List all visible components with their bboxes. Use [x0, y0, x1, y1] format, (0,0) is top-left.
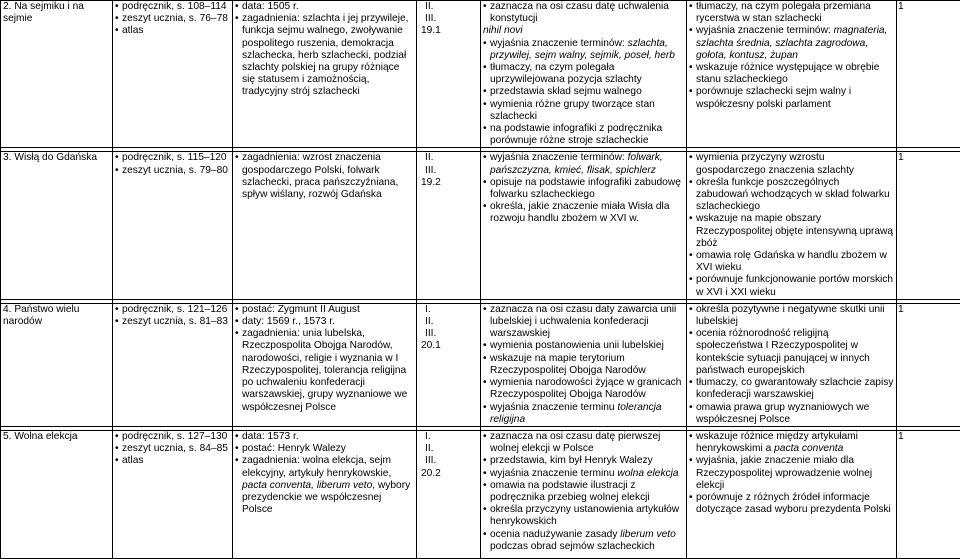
extended-list	[689, 1, 894, 111]
basic-item	[483, 529, 684, 553]
basic-item	[483, 152, 684, 176]
basic-item	[483, 340, 684, 352]
item-text: podczas obrad sejmów szlacheckich	[490, 541, 655, 552]
content-item	[235, 1, 414, 13]
extended-requirements-cell	[687, 1, 897, 148]
item-text: wyjaśnia znaczenie terminów:	[490, 152, 628, 163]
item-text: omawia prawa grup wyznaniowych we współczesnej Polsce	[696, 402, 869, 425]
basic-item	[483, 468, 684, 480]
level-code: III.	[419, 165, 478, 177]
item-text: 1573 r.	[265, 431, 299, 442]
content-item	[235, 431, 414, 443]
basic-requirements-cell	[481, 430, 687, 558]
item-text: określa funkcje poszczególnych zabudowań wchodzących w skład folwarku szlacheckiego	[696, 177, 890, 212]
basic-list	[483, 304, 684, 426]
item-heading: data:	[242, 1, 265, 12]
hours-cell: 1	[897, 430, 960, 558]
item-text: 1505 r.	[265, 1, 299, 12]
basic-item	[483, 86, 684, 98]
basic-item	[483, 304, 684, 341]
content-list	[235, 1, 414, 99]
item-text: , wybory prezydenckie we współczesnej Polsce	[242, 480, 410, 515]
item-text: wymienia różne grupy tworzące stan szlachecki	[490, 99, 655, 122]
level-code: 20.1	[419, 340, 478, 352]
item-heading: zagadnienia:	[242, 13, 300, 24]
item-text: tłumaczy, na czym polegała uprzywilejowana pozycja szlachty	[490, 62, 642, 85]
extended-item	[689, 492, 894, 516]
basic-item	[483, 62, 684, 86]
topic-cell: 4. Państwo wielu narodów	[1, 303, 113, 426]
hours-cell: 1	[897, 303, 960, 426]
basic-list	[483, 431, 684, 553]
basic-item	[483, 402, 684, 426]
item-text: wymienia postanowienia unii lubelskiej	[490, 340, 664, 351]
item-heading: postać:	[242, 304, 275, 315]
materials-cell	[113, 430, 233, 558]
extended-list	[689, 304, 894, 426]
extended-requirements-cell	[687, 430, 897, 558]
basic-item	[483, 201, 684, 225]
item-text: Zygmunt II August	[275, 304, 360, 315]
material-list	[115, 431, 230, 468]
level-code: II.	[419, 152, 478, 164]
material-list	[115, 304, 230, 328]
material-item	[115, 1, 230, 13]
item-text: omawia na podstawie ilustracji z podręcznika przebieg wolnej elekcji	[490, 480, 650, 503]
item-term: folwark, pańszczyzna, kmieć, flisak, spichlerz	[490, 152, 663, 175]
basic-requirements-cell	[481, 1, 687, 148]
extended-item	[689, 455, 894, 492]
basic-item	[483, 25, 684, 37]
item-text: zaznacza na osi czasu daty zawarcia unii lubelskiej i uchwalenia konfederacji warszawskiej	[490, 304, 676, 339]
item-text: zeszyt ucznia, s. 81–83	[122, 316, 228, 327]
extended-item	[689, 377, 894, 401]
item-text: zeszyt ucznia, s. 76–78	[122, 13, 228, 24]
item-heading: zagadnienia:	[242, 152, 300, 163]
levels-cell	[417, 152, 481, 299]
item-text: omawia rolę Gdańska w handlu zbożem w XVI wieku	[696, 250, 887, 273]
item-heading: zagadnienia:	[242, 328, 300, 339]
material-item	[115, 13, 230, 25]
item-text: wzrost znaczenia gospodarczego Polski, folwark szlachecki, praca pańszczyźniana, spływ wiślany, rozwój Gdańska	[242, 152, 398, 200]
content-list	[235, 152, 414, 201]
level-code: III.	[419, 455, 478, 467]
material-item	[115, 443, 230, 455]
basic-item	[483, 480, 684, 504]
levels-cell	[417, 303, 481, 426]
basic-item	[483, 38, 684, 62]
extended-list	[689, 431, 894, 516]
extended-item	[689, 177, 894, 214]
basic-item	[483, 353, 684, 377]
content-item	[235, 152, 414, 201]
item-text: wskazuje różnice między artykułami henrykowskimi a	[696, 431, 858, 454]
item-text: podręcznik, s. 108–114	[122, 1, 227, 12]
materials-cell	[113, 303, 233, 426]
extended-item	[689, 402, 894, 426]
materials-cell	[113, 152, 233, 299]
item-text: unia lubelska, Rzeczpospolita Obojga Narodów, narodowości, religie i wyznania w I Rzeczypospolitej, tolerancja religijna po uchwaleniu konfederacji warszawskiej, grupy wyznaniowe we współczesnej Polsce	[242, 328, 407, 412]
table-row	[1, 152, 960, 299]
basic-list	[483, 152, 684, 225]
item-text: podręcznik, s. 127–130	[122, 431, 227, 442]
item-text: podręcznik, s. 121–126	[122, 304, 227, 315]
extended-item	[689, 274, 894, 298]
material-list	[115, 152, 230, 176]
content-cell	[233, 152, 417, 299]
levels-cell	[417, 430, 481, 558]
item-text: tłumaczy, na czym polegała przemiana rycerstwa w stan szlachecki	[696, 1, 871, 24]
material-item	[115, 152, 230, 164]
content-list	[235, 304, 414, 414]
content-item	[235, 443, 414, 455]
item-heading: data:	[242, 431, 265, 442]
hours-cell: 1	[897, 152, 960, 299]
extended-item	[689, 213, 894, 250]
item-text: porównuje funkcjonowanie portów morskich w XVI i XXI wieku	[696, 274, 893, 297]
extended-item	[689, 152, 894, 176]
item-text: atlas	[122, 25, 144, 36]
level-code: III.	[419, 328, 478, 340]
item-text: zeszyt ucznia, s. 84–85	[122, 443, 228, 454]
item-text: określa pozytywne i negatywne skutki unii lubelskiej	[696, 304, 885, 327]
extended-list	[689, 152, 894, 298]
level-code: 20.2	[419, 468, 478, 480]
table-row	[1, 1, 960, 148]
basic-item	[483, 177, 684, 201]
item-term: magnateria, szlachta średnia, szlachta zagrodowa, gołota, kontusz, żupan	[696, 25, 887, 60]
basic-item	[483, 377, 684, 401]
item-text: wymienia narodowości żyjące w granicach Rzeczypospolitej Obojga Narodów	[490, 377, 681, 400]
item-text: zaznacza na osi czasu datę uchwalenia konstytucji	[490, 1, 669, 24]
item-text: przedstawia, kim był Henryk Walezy	[490, 455, 653, 466]
content-item	[235, 316, 414, 328]
table-row	[1, 430, 960, 558]
item-term: nihil novi	[483, 25, 523, 36]
item-text: atlas	[122, 455, 144, 466]
materials-cell	[113, 1, 233, 148]
item-text: wskazuje na mapie terytorium Rzeczypospolitej Obojga Narodów	[490, 353, 646, 376]
level-code: III.	[419, 13, 478, 25]
item-text: wolna elekcja, sejm elekcyjny, artykuły henrykowskie,	[242, 455, 391, 478]
extended-item	[689, 62, 894, 86]
extended-item	[689, 304, 894, 328]
topic-cell: 3. Wisłą do Gdańska	[1, 152, 113, 299]
extended-item	[689, 25, 894, 62]
item-text: ocenia różnorodność religijną społeczeństwa I Rzeczypospolitej w kontekście sytuacji panującej w innych państwach europejskich	[696, 328, 870, 376]
content-item	[235, 455, 414, 516]
basic-requirements-cell	[481, 303, 687, 426]
content-item	[235, 13, 414, 98]
item-text: na podstawie infografiki z podręcznika porównuje różne stroje szlacheckie	[490, 123, 662, 146]
item-text: zaznacza na osi czasu datę pierwszej wolnej elekcji w Polsce	[490, 431, 660, 454]
extended-item	[689, 431, 894, 455]
level-code: II.	[419, 1, 478, 13]
material-list	[115, 1, 230, 38]
item-text: szlachta i jej przywileje, funkcja sejmu walnego, zwoływanie pospolitego ruszenia, demokracja szlachecka, herb szlachecki, podział szlachty polskiej na grupy różniące się statusem i zamożnością, tradycyjny strój szlachecki	[242, 13, 409, 97]
item-term: pacta conventa, liberum veto	[242, 480, 372, 491]
extended-requirements-cell	[687, 303, 897, 426]
item-text: wyjaśnia znaczenie terminów:	[696, 25, 834, 36]
item-term: wolna elekcja	[617, 468, 678, 479]
material-item	[115, 165, 230, 177]
item-text: wskazuje różnice występujące w obrębie stanu szlacheckiego	[696, 62, 879, 85]
material-item	[115, 316, 230, 328]
basic-list	[483, 1, 684, 147]
item-text: tłumaczy, co gwarantowały szlachcie zapisy konfederacji warszawskiej	[696, 377, 893, 400]
level-code: II.	[419, 316, 478, 328]
content-cell	[233, 430, 417, 558]
extended-item	[689, 328, 894, 377]
item-term: tolerancja religijna	[490, 402, 662, 425]
level-code: II.	[419, 443, 478, 455]
basic-item	[483, 455, 684, 467]
item-term: liberum veto	[620, 529, 676, 540]
extended-item	[689, 250, 894, 274]
item-text: porównuje szlachecki sejm walny i współczesny polski parlament	[696, 86, 851, 109]
item-heading: postać:	[242, 443, 275, 454]
item-heading: daty:	[242, 316, 264, 327]
material-item	[115, 304, 230, 316]
material-item	[115, 25, 230, 37]
item-text: przedstawia skład sejmu walnego	[490, 86, 642, 97]
item-text: wyjaśnia znaczenie terminu	[490, 402, 617, 413]
content-item	[235, 328, 414, 413]
item-text: podręcznik, s. 115–120	[122, 152, 227, 163]
level-code: I.	[419, 304, 478, 316]
hours-cell: 1	[897, 1, 960, 148]
item-text: ocenia nadużywanie zasady	[490, 529, 620, 540]
extended-item	[689, 86, 894, 110]
item-text: określa przyczyny ustanowienia artykułów henrykowskich	[490, 504, 679, 527]
item-term: szlachta, przywilej, sejm walny, sejmik, poseł, herb	[490, 38, 675, 61]
level-code: I.	[419, 431, 478, 443]
item-text: wskazuje na mapie obszary Rzeczypospolitej objęte intensywną uprawą zbóż	[696, 213, 893, 248]
item-text: Henryk Walezy	[275, 443, 346, 454]
item-text: zeszyt ucznia, s. 79–80	[122, 165, 228, 176]
basic-item	[483, 504, 684, 528]
content-cell	[233, 303, 417, 426]
topic-cell: 5. Wolna elekcja	[1, 430, 113, 558]
item-text: opisuje na podstawie infografiki zabudowę folwarku szlacheckiego	[490, 177, 681, 200]
extended-requirements-cell	[687, 152, 897, 299]
item-text: wyjaśnia, jakie znaczenie miało dla Rzeczypospolitej wprowadzenie wolnej elekcji	[696, 455, 872, 490]
basic-item	[483, 431, 684, 455]
item-text: wyjaśnia znaczenie terminów:	[490, 38, 628, 49]
item-term: pacta conventa	[774, 443, 843, 454]
content-cell	[233, 1, 417, 148]
extended-item	[689, 1, 894, 25]
content-item	[235, 304, 414, 316]
basic-item	[483, 99, 684, 123]
item-text: wyjaśnia znaczenie terminu	[490, 468, 617, 479]
table-row	[1, 303, 960, 426]
level-code: 19.2	[419, 177, 478, 189]
item-heading: zagadnienia:	[242, 455, 300, 466]
material-item	[115, 431, 230, 443]
item-text: wymienia przyczyny wzrostu gospodarczego znaczenia szlachty	[696, 152, 854, 175]
content-list	[235, 431, 414, 516]
item-text: porównuje z różnych źródeł informacje dotyczące zasad wyboru prezydenta Polski	[696, 492, 891, 515]
topic-cell: 2. Na sejmiku i na sejmie	[1, 1, 113, 148]
basic-item	[483, 123, 684, 147]
basic-item	[483, 1, 684, 25]
item-text: 1569 r., 1573 r.	[264, 316, 335, 327]
material-item	[115, 455, 230, 467]
levels-cell	[417, 1, 481, 148]
level-code: 19.1	[419, 25, 478, 37]
basic-requirements-cell	[481, 152, 687, 299]
item-text: określa, jakie znaczenie miała Wisła dla rozwoju handlu zbożem w XVI w.	[490, 201, 670, 224]
